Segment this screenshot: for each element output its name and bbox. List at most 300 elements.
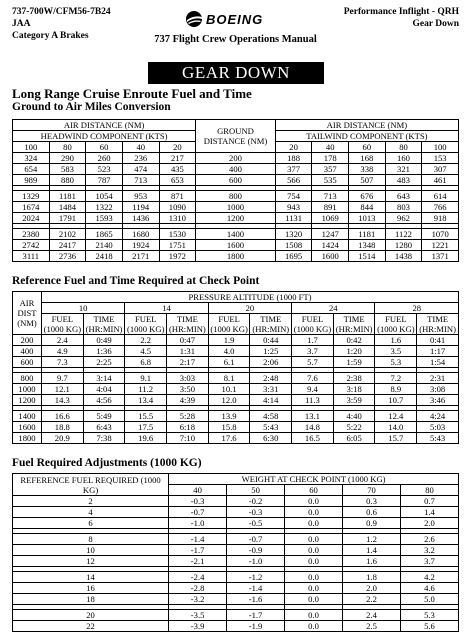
fuel-adjustments-table (12, 473, 459, 632)
headwind-air-distance: 1194 (122, 202, 159, 213)
air-distance: 1400 (13, 411, 42, 422)
headwind-air-distance: 1181 (49, 191, 86, 202)
gear-down-label: Gear Down (412, 19, 459, 29)
headwind-air-distance: 523 (86, 164, 123, 175)
fuel-value: 14.3 (41, 395, 83, 406)
time-value: 6:30 (250, 433, 292, 444)
ground-distance: 200 (196, 153, 276, 164)
boeing-logo (184, 9, 294, 29)
headwind-air-distance: 2742 (13, 240, 50, 251)
fuel-value: 15.7 (375, 433, 417, 444)
ground-distance: 1800 (196, 251, 276, 262)
headwind-air-distance: 787 (86, 175, 123, 186)
headwind-air-distance: 435 (159, 164, 196, 175)
reference-fuel: 2 (13, 496, 169, 507)
headwind-air-distance: 290 (49, 153, 86, 164)
time-value: 4:40 (333, 411, 375, 422)
ground-distance: 1000 (196, 202, 276, 213)
headwind-air-distance: 1972 (159, 251, 196, 262)
fuel-value: 14.8 (292, 422, 334, 433)
fuel-value: 3.5 (375, 346, 417, 357)
tailwind-air-distance: 1181 (349, 229, 386, 240)
time-col-header: TIME (HR:MIN) (83, 314, 125, 335)
weight-header: WEIGHT AT CHECK POINT (1000 KG) (169, 474, 459, 485)
tailwind-air-distance: 483 (385, 175, 422, 186)
fuel-adjustment: -0.3 (227, 507, 285, 518)
tailwind-air-distance: 713 (312, 191, 349, 202)
fuel-value: 4.5 (125, 346, 167, 357)
time-value: 4:14 (250, 395, 292, 406)
boeing-wordmark: BOEING (206, 12, 264, 27)
reference-fuel: 22 (13, 621, 169, 632)
fuel-adjustment: 0.3 (343, 496, 401, 507)
fuel-adjustment: 0.0 (285, 534, 343, 545)
reference-fuel-table (12, 291, 459, 444)
table-row (13, 594, 459, 605)
table-row (13, 357, 459, 368)
table-row (13, 251, 459, 262)
air-distance: 1000 (13, 384, 42, 395)
tailwind-air-distance: 1348 (349, 240, 386, 251)
headwind-air-distance: 2380 (13, 229, 50, 240)
fuel-value: 10.7 (375, 395, 417, 406)
headwind-air-distance: 236 (122, 153, 159, 164)
fuel-adjustment: 1.8 (343, 572, 401, 583)
tailwind-air-distance: 1600 (312, 251, 349, 262)
fuel-adjustment: 0.0 (285, 556, 343, 567)
ground-air-table (12, 119, 459, 262)
fuel-adjustment: 5.3 (400, 610, 458, 621)
tailwind-air-distance: 803 (385, 202, 422, 213)
tailwind-air-distance: 535 (312, 175, 349, 186)
tailwind-air-distance: 844 (349, 202, 386, 213)
time-value: 3:08 (417, 384, 459, 395)
fuel-adjustment: -1.6 (227, 594, 285, 605)
fuel-adjustment: 1.4 (400, 507, 458, 518)
air-distance-header: AIR DISTANCE (NM) (275, 120, 458, 131)
fuel-value: 13.9 (208, 411, 250, 422)
time-value: 2:17 (167, 357, 209, 368)
tailwind-air-distance: 1069 (312, 213, 349, 224)
tailwind-air-distance: 321 (385, 164, 422, 175)
fuel-value: 18.8 (41, 422, 83, 433)
weight-col-header: 70 (343, 485, 401, 496)
fuel-value: 2.2 (125, 335, 167, 346)
fuel-adjustment: 3.7 (400, 556, 458, 567)
fuel-adjustment: 0.0 (285, 496, 343, 507)
headwind-air-distance: 1791 (49, 213, 86, 224)
fuel-value: 13.4 (125, 395, 167, 406)
headwind-header: HEADWIND COMPONENT (KTS) (13, 131, 196, 142)
fuel-adjustment: -1.0 (169, 518, 227, 529)
time-col-header: TIME (HR:MIN) (167, 314, 209, 335)
tailwind-air-distance: 507 (349, 175, 386, 186)
headwind-air-distance: 1310 (159, 213, 196, 224)
fuel-adjustment: -0.7 (227, 534, 285, 545)
fuel-adjustment: -2.8 (169, 583, 227, 594)
table-row (13, 610, 459, 621)
time-value: 5:43 (250, 422, 292, 433)
fuel-value: 6.1 (208, 357, 250, 368)
headwind-air-distance: 880 (49, 175, 86, 186)
time-value: 1:20 (333, 346, 375, 357)
fuel-value: 14.0 (375, 422, 417, 433)
headwind-air-distance: 1090 (159, 202, 196, 213)
time-value: 6:43 (83, 422, 125, 433)
altitude-header: 20 (208, 303, 291, 314)
ground-distance: 400 (196, 164, 276, 175)
headwind-air-distance: 260 (86, 153, 123, 164)
tailwind-air-distance: 1070 (422, 229, 459, 240)
ground-air-title: Ground to Air Miles Conversion (12, 101, 171, 113)
time-value: 1:54 (417, 357, 459, 368)
altitude-header: 10 (41, 303, 124, 314)
fuel-adjustment: -1.4 (227, 583, 285, 594)
time-value: 5:28 (167, 411, 209, 422)
fuel-value: 5.3 (375, 357, 417, 368)
fuel-value: 7.6 (292, 373, 334, 384)
headwind-air-distance: 2024 (13, 213, 50, 224)
tailwind-air-distance: 962 (385, 213, 422, 224)
fuel-col-header: FUEL (1000 KG) (125, 314, 167, 335)
brake-category: Category A Brakes (12, 31, 89, 41)
fuel-value: 9.1 (125, 373, 167, 384)
headwind-air-distance: 1865 (86, 229, 123, 240)
headwind-air-distance: 1530 (159, 229, 196, 240)
fuel-adjustment: -3.2 (169, 594, 227, 605)
headwind-col-header: 60 (86, 142, 123, 153)
tailwind-col-header: 20 (275, 142, 312, 153)
weight-col-header: 50 (227, 485, 285, 496)
fuel-adjustment: 4.2 (400, 572, 458, 583)
fuel-col-header: FUEL (1000 KG) (41, 314, 83, 335)
fuel-adjustment: -1.7 (169, 545, 227, 556)
time-value: 2:25 (83, 357, 125, 368)
fuel-adjustment: 0.0 (285, 621, 343, 632)
table-row (13, 175, 459, 186)
headwind-col-header: 80 (49, 142, 86, 153)
fuel-value: 17.5 (125, 422, 167, 433)
time-value: 2:31 (417, 373, 459, 384)
fuel-value: 6.8 (125, 357, 167, 368)
fuel-adjustment: 0.0 (285, 583, 343, 594)
weight-col-header: 60 (285, 485, 343, 496)
tailwind-air-distance: 918 (422, 213, 459, 224)
authority: JAA (12, 19, 31, 29)
time-value: 1:17 (417, 346, 459, 357)
time-value: 0:47 (167, 335, 209, 346)
fuel-adjustment: -2.4 (169, 572, 227, 583)
fuel-value: 4.0 (208, 346, 250, 357)
tailwind-air-distance: 1013 (349, 213, 386, 224)
headwind-air-distance: 1593 (86, 213, 123, 224)
fuel-adjustments-title: Fuel Required Adjustments (1000 KG) (12, 457, 202, 469)
reference-fuel: 16 (13, 583, 169, 594)
table-row (13, 164, 459, 175)
headwind-air-distance: 3111 (13, 251, 50, 262)
fuel-col-header: FUEL (1000 KG) (375, 314, 417, 335)
fuel-value: 13.1 (292, 411, 334, 422)
time-col-header: TIME (HR:MIN) (250, 314, 292, 335)
tailwind-air-distance: 1122 (385, 229, 422, 240)
time-value: 4:24 (417, 411, 459, 422)
headwind-air-distance: 1751 (159, 240, 196, 251)
fuel-adjustment: 1.2 (343, 534, 401, 545)
air-distance: 200 (13, 335, 42, 346)
time-value: 4:58 (250, 411, 292, 422)
fuel-value: 15.5 (125, 411, 167, 422)
time-value: 1:31 (167, 346, 209, 357)
air-distance: 1200 (13, 395, 42, 406)
table-row (13, 422, 459, 433)
page-title: Long Range Cruise Enroute Fuel and Time (12, 86, 252, 101)
tailwind-col-header: 40 (312, 142, 349, 153)
altitude-header: 24 (292, 303, 375, 314)
table-row (13, 240, 459, 251)
fuel-adjustment: -1.4 (169, 534, 227, 545)
table-row (13, 229, 459, 240)
time-value: 5:03 (417, 422, 459, 433)
time-value: 7:38 (83, 433, 125, 444)
tailwind-col-header: 60 (349, 142, 386, 153)
headwind-air-distance: 1436 (122, 213, 159, 224)
fuel-value: 11.2 (125, 384, 167, 395)
tailwind-air-distance: 153 (422, 153, 459, 164)
reference-fuel: 12 (13, 556, 169, 567)
tailwind-header: TAILWIND COMPONENT (KTS) (275, 131, 458, 142)
time-value: 3:31 (250, 384, 292, 395)
weight-col-header: 40 (169, 485, 227, 496)
tailwind-col-header: 80 (385, 142, 422, 153)
fuel-value: 3.7 (292, 346, 334, 357)
headwind-air-distance: 1054 (86, 191, 123, 202)
time-col-header: TIME (HR:MIN) (417, 314, 459, 335)
headwind-air-distance: 1680 (122, 229, 159, 240)
table-row (13, 395, 459, 406)
headwind-air-distance: 324 (13, 153, 50, 164)
tailwind-air-distance: 1424 (312, 240, 349, 251)
tailwind-air-distance: 1514 (349, 251, 386, 262)
table-row (13, 153, 459, 164)
reference-fuel: 10 (13, 545, 169, 556)
qrh-label: Performance Inflight - QRH (343, 7, 459, 17)
time-value: 5:49 (83, 411, 125, 422)
table-row (13, 518, 459, 529)
fuel-value: 1.6 (375, 335, 417, 346)
reference-fuel-title: Reference Fuel and Time Required at Check Point (12, 275, 260, 287)
altitude-header: 14 (125, 303, 208, 314)
time-value: 4:39 (167, 395, 209, 406)
table-row (13, 373, 459, 384)
headwind-air-distance: 2418 (86, 251, 123, 262)
headwind-air-distance: 583 (49, 164, 86, 175)
tailwind-air-distance: 168 (349, 153, 386, 164)
headwind-air-distance: 713 (122, 175, 159, 186)
air-distance: 1800 (13, 433, 42, 444)
headwind-air-distance: 217 (159, 153, 196, 164)
table-row (13, 335, 459, 346)
table-row (13, 213, 459, 224)
tailwind-air-distance: 891 (312, 202, 349, 213)
fuel-adjustment: 0.0 (285, 545, 343, 556)
headwind-air-distance: 1322 (86, 202, 123, 213)
tailwind-air-distance: 1508 (275, 240, 312, 251)
headwind-air-distance: 989 (13, 175, 50, 186)
fuel-value: 1.7 (292, 335, 334, 346)
fuel-adjustment: 0.6 (343, 507, 401, 518)
tailwind-air-distance: 338 (349, 164, 386, 175)
fuel-adjustment: 2.4 (343, 610, 401, 621)
page-header (0, 0, 471, 56)
table-row (13, 621, 459, 632)
tailwind-air-distance: 1247 (312, 229, 349, 240)
fuel-value: 12.4 (375, 411, 417, 422)
fuel-value: 20.9 (41, 433, 83, 444)
fuel-adjustment: -1.0 (227, 556, 285, 567)
weight-col-header: 80 (400, 485, 458, 496)
fuel-adjustment: -0.2 (227, 496, 285, 507)
time-value: 4:56 (83, 395, 125, 406)
tailwind-air-distance: 766 (422, 202, 459, 213)
table-row (13, 411, 459, 422)
table-row (13, 384, 459, 395)
reference-fuel-header: REFERENCE FUEL REQUIRED (1000 KG) (13, 474, 169, 496)
tailwind-air-distance: 307 (422, 164, 459, 175)
ground-distance: 1400 (196, 229, 276, 240)
time-value: 3:18 (333, 384, 375, 395)
tailwind-col-header: 100 (422, 142, 459, 153)
pressure-altitude-header: PRESSURE ALTITUDE (1000 FT) (41, 292, 458, 303)
air-distance: 400 (13, 346, 42, 357)
fuel-adjustment: 2.6 (400, 534, 458, 545)
reference-fuel: 4 (13, 507, 169, 518)
headwind-air-distance: 871 (159, 191, 196, 202)
tailwind-air-distance: 943 (275, 202, 312, 213)
headwind-air-distance: 654 (13, 164, 50, 175)
fuel-adjustment: 2.0 (400, 518, 458, 529)
fuel-adjustment: 5.6 (400, 621, 458, 632)
time-value: 0:42 (333, 335, 375, 346)
table-row (13, 583, 459, 594)
fuel-col-header: FUEL (1000 KG) (208, 314, 250, 335)
tailwind-air-distance: 461 (422, 175, 459, 186)
ground-distance: 1200 (196, 213, 276, 224)
tailwind-air-distance: 1371 (422, 251, 459, 262)
ground-distance-header: GROUND DISTANCE (NM) (196, 120, 276, 153)
time-value: 4:04 (83, 384, 125, 395)
table-row (13, 433, 459, 444)
time-value: 6:05 (333, 433, 375, 444)
fuel-adjustment: 0.0 (285, 594, 343, 605)
fuel-col-header: FUEL (1000 KG) (292, 314, 334, 335)
fuel-value: 19.6 (125, 433, 167, 444)
air-distance: 600 (13, 357, 42, 368)
tailwind-air-distance: 566 (275, 175, 312, 186)
fuel-value: 8.9 (375, 384, 417, 395)
fuel-adjustment: 2.0 (343, 583, 401, 594)
tailwind-air-distance: 1131 (275, 213, 312, 224)
fuel-adjustment: -0.7 (169, 507, 227, 518)
headwind-air-distance: 653 (159, 175, 196, 186)
air-distance: 1600 (13, 422, 42, 433)
tailwind-air-distance: 1438 (385, 251, 422, 262)
tailwind-air-distance: 643 (385, 191, 422, 202)
tailwind-air-distance: 1221 (422, 240, 459, 251)
fuel-adjustment: -1.2 (227, 572, 285, 583)
fuel-value: 7.3 (41, 357, 83, 368)
fuel-value: 9.7 (41, 373, 83, 384)
time-col-header: TIME (HR:MIN) (333, 314, 375, 335)
fuel-value: 8.1 (208, 373, 250, 384)
ground-distance: 600 (196, 175, 276, 186)
time-value: 2:48 (250, 373, 292, 384)
fuel-adjustment: -0.9 (227, 545, 285, 556)
headwind-air-distance: 474 (122, 164, 159, 175)
headwind-air-distance: 1329 (13, 191, 50, 202)
air-dist-header: AIR DIST (NM) (13, 292, 42, 335)
reference-fuel: 18 (13, 594, 169, 605)
fuel-adjustment: -2.1 (169, 556, 227, 567)
headwind-air-distance: 2102 (49, 229, 86, 240)
fuel-value: 10.1 (208, 384, 250, 395)
time-value: 1:59 (333, 357, 375, 368)
table-row (13, 545, 459, 556)
fuel-value: 12.0 (208, 395, 250, 406)
fuel-adjustment: -3.9 (169, 621, 227, 632)
table-row (13, 496, 459, 507)
headwind-air-distance: 2417 (49, 240, 86, 251)
manual-title: 737 Flight Crew Operations Manual (154, 34, 317, 45)
time-value: 5:22 (333, 422, 375, 433)
headwind-air-distance: 2736 (49, 251, 86, 262)
table-row (13, 556, 459, 567)
fuel-value: 11.3 (292, 395, 334, 406)
fuel-adjustment: 0.0 (285, 507, 343, 518)
time-value: 0:41 (417, 335, 459, 346)
table-row (13, 572, 459, 583)
tailwind-air-distance: 1695 (275, 251, 312, 262)
reference-fuel: 20 (13, 610, 169, 621)
fuel-value: 12.1 (41, 384, 83, 395)
fuel-adjustment: 2.5 (343, 621, 401, 632)
fuel-adjustment: 2.2 (343, 594, 401, 605)
tailwind-air-distance: 357 (312, 164, 349, 175)
fuel-value: 4.9 (41, 346, 83, 357)
headwind-air-distance: 953 (122, 191, 159, 202)
time-value: 7:10 (167, 433, 209, 444)
time-value: 2:38 (333, 373, 375, 384)
time-value: 3:14 (83, 373, 125, 384)
fuel-adjustment: 0.0 (285, 610, 343, 621)
tailwind-air-distance: 1280 (385, 240, 422, 251)
fuel-adjustment: 0.9 (343, 518, 401, 529)
reference-fuel: 6 (13, 518, 169, 529)
headwind-air-distance: 2171 (122, 251, 159, 262)
table-row (13, 534, 459, 545)
headwind-col-header: 40 (122, 142, 159, 153)
fuel-adjustment: -1.7 (227, 610, 285, 621)
time-value: 2:06 (250, 357, 292, 368)
fuel-adjustment: 3.2 (400, 545, 458, 556)
fuel-value: 16.5 (292, 433, 334, 444)
time-value: 3:46 (417, 395, 459, 406)
tailwind-air-distance: 676 (349, 191, 386, 202)
time-value: 6:18 (167, 422, 209, 433)
tailwind-air-distance: 754 (275, 191, 312, 202)
fuel-adjustment: 0.0 (285, 518, 343, 529)
fuel-adjustment: -0.3 (169, 496, 227, 507)
aircraft-model: 737-700W/CFM56-7B24 (12, 7, 111, 17)
